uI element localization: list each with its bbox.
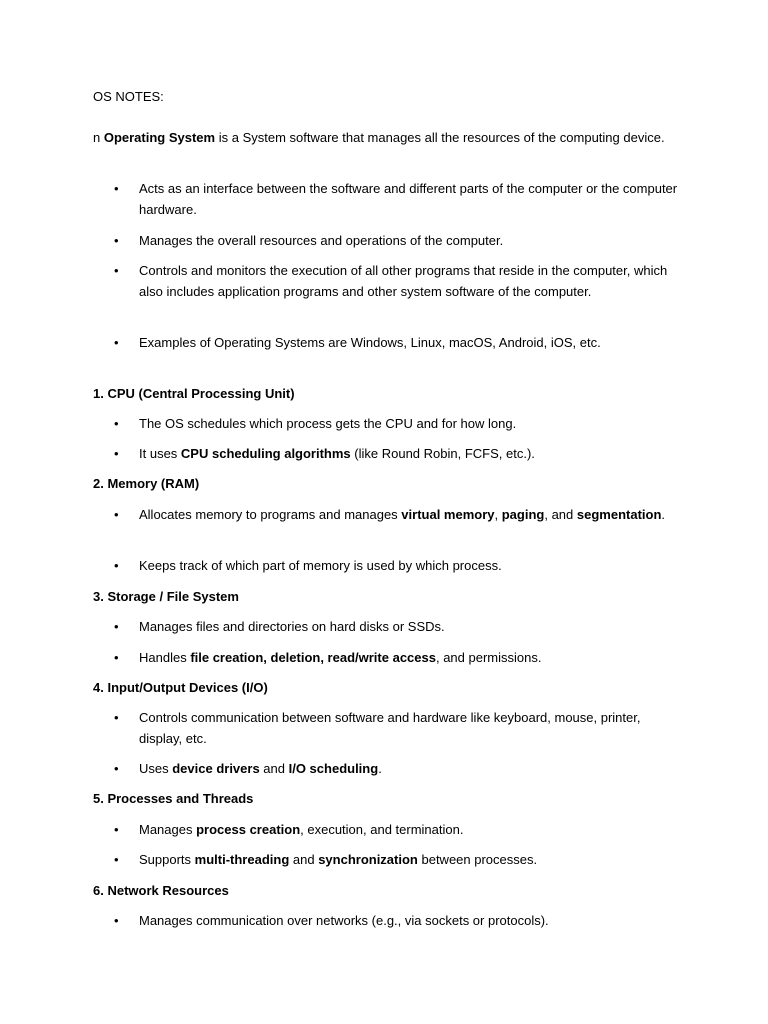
bullet-text	[139, 504, 679, 525]
text-run: Keeps track of which part of memory is used by which process.	[139, 558, 502, 573]
bullet-icon: •	[114, 650, 119, 665]
bullet-text: Controls and monitors the execution of all other programs that reside in the computer, which also includes application programs and other system software of the computer.	[139, 263, 668, 299]
bullet-icon: •	[114, 335, 119, 350]
intro-prefix: n	[93, 130, 104, 145]
text-run: Controls communication between software and hardware like keyboard, mouse, printer, display, etc.	[139, 710, 641, 746]
text-run: .	[661, 507, 666, 522]
text-run: ,	[494, 507, 502, 522]
bullet-icon: •	[114, 619, 119, 634]
bullet-icon: •	[114, 558, 119, 573]
bullet-text: Acts as an interface between the software and different parts of the computer or the computer hardware.	[139, 181, 678, 217]
text-run: Allocates memory to programs and manages	[139, 507, 402, 522]
bullet-icon: •	[114, 710, 119, 725]
bullet-text	[139, 443, 679, 464]
text-run: Manages communication over networks (e.g., via sockets or protocols).	[139, 913, 549, 928]
bold-term: synchronization	[318, 852, 418, 867]
text-run: It uses	[139, 446, 181, 461]
text-run: Supports	[139, 852, 195, 867]
bold-term: multi-threading	[194, 852, 290, 867]
bullet-text	[139, 707, 679, 749]
bullet-text	[139, 758, 679, 779]
bullet-text	[139, 647, 679, 668]
bullet-text: Examples of Operating Systems are Windows, Linux, macOS, Android, iOS, etc.	[139, 335, 601, 350]
text-run: Handles	[139, 650, 191, 665]
text-run: Manages	[139, 822, 197, 837]
text-run: Uses	[139, 761, 173, 776]
section-heading: 4. Input/Output Devices (I/O)	[93, 680, 268, 695]
section-heading: 6. Network Resources	[93, 883, 229, 898]
text-run: and	[289, 852, 319, 867]
bold-term: process creation	[196, 822, 301, 837]
bullet-icon: •	[114, 181, 119, 196]
bold-term: virtual memory	[401, 507, 495, 522]
bold-term: device drivers	[172, 761, 260, 776]
text-run: , execution, and termination.	[300, 822, 464, 837]
bullet-icon: •	[114, 852, 119, 867]
intro-paragraph	[93, 127, 678, 148]
intro-rest: is a System software that manages all the resources of the computing device.	[215, 130, 665, 145]
bullet-icon: •	[114, 233, 119, 248]
bullet-icon: •	[114, 761, 119, 776]
bullet-text	[139, 819, 679, 840]
bullet-icon: •	[114, 446, 119, 461]
text-run: and	[259, 761, 289, 776]
bullet-icon: •	[114, 263, 119, 278]
bold-term: file creation, deletion, read/write access	[190, 650, 436, 665]
section-heading: 5. Processes and Threads	[93, 791, 254, 806]
bullet-text	[139, 413, 679, 434]
text-run: between processes.	[417, 852, 538, 867]
intro-bold-term: Operating System	[103, 130, 216, 145]
section-heading: 1. CPU (Central Processing Unit)	[93, 386, 295, 401]
text-run: .	[378, 761, 382, 776]
text-run: , and permissions.	[435, 650, 542, 665]
bold-term: paging	[501, 507, 545, 522]
bullet-icon: •	[114, 913, 119, 928]
section-heading: 2. Memory (RAM)	[93, 476, 200, 491]
text-run: Manages files and directories on hard disks or SSDs.	[139, 619, 445, 634]
bullet-icon: •	[114, 822, 119, 837]
bullet-icon: •	[114, 416, 119, 431]
bullet-text	[139, 555, 679, 576]
bold-term: CPU scheduling algorithms	[180, 446, 351, 461]
bullet-text	[139, 849, 679, 870]
text-run: , and	[544, 507, 577, 522]
bullet-text: Manages the overall resources and operations of the computer.	[139, 233, 504, 248]
bold-term: segmentation	[576, 507, 662, 522]
bullet-text	[139, 616, 679, 637]
bold-term: I/O scheduling	[288, 761, 379, 776]
text-run: The OS schedules which process gets the CPU and for how long.	[139, 416, 517, 431]
page-title: OS NOTES:	[93, 89, 164, 104]
section-heading: 3. Storage / File System	[93, 589, 239, 604]
bullet-icon: •	[114, 507, 119, 522]
text-run: (like Round Robin, FCFS, etc.).	[350, 446, 535, 461]
bullet-text	[139, 910, 679, 931]
